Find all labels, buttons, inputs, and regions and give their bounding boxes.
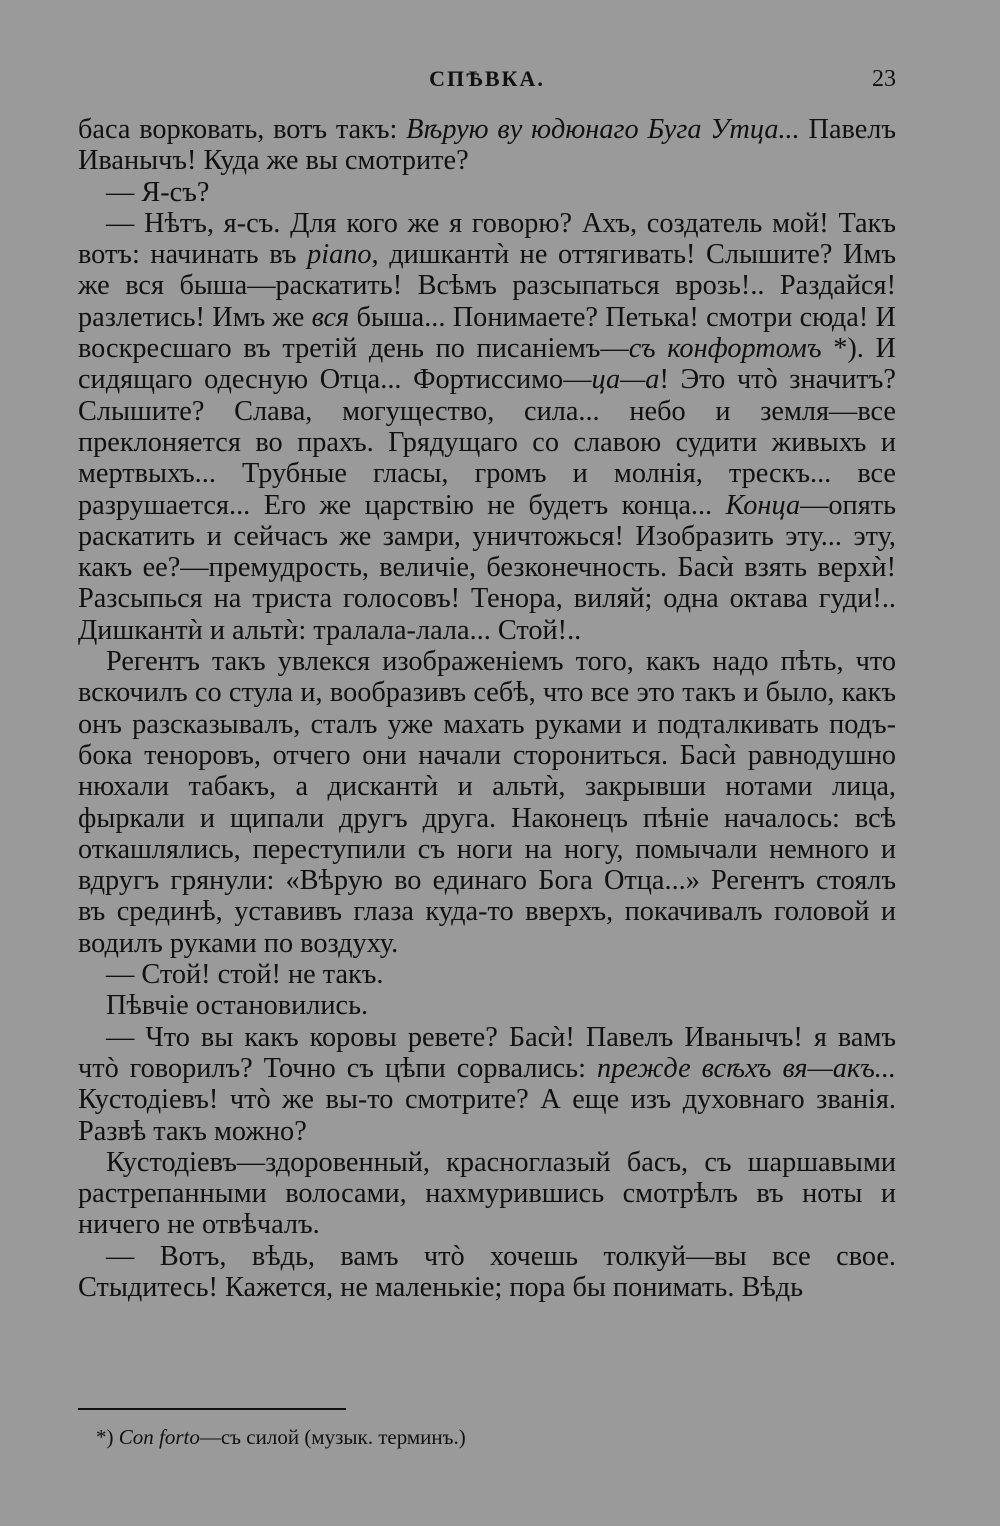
paragraph (78, 177, 896, 208)
running-title: СПѢВКА. (429, 66, 545, 91)
page-number: 23 (872, 66, 896, 92)
footnote-marker: *) (96, 1425, 114, 1449)
footnote-text: —съ силой (музык. терминъ.) (199, 1425, 466, 1449)
text-segment: , дишкантѝ не оттягивать! Слышите? Имъ же вся быша—раскатить! Всѣмъ разсыпаться врозь!.. Раздайся! разлетись! Имъ же (78, 239, 896, 333)
footnote-term: Con forto (118, 1425, 200, 1449)
text-segment: — Что вы какъ коровы ревете? Басѝ! Павелъ Иванычъ! я вамъ чтò говорилъ? Точно съ цѣпи сорвались: (78, 1021, 896, 1084)
paragraph (78, 1022, 896, 1147)
body-text (78, 114, 896, 1303)
text-segment: баса ворковать, вотъ такъ: (78, 114, 407, 145)
text-segment: Кустодіевъ! чтò же вы-то смотрите? А еще изъ духовнаго званія. Развѣ такъ можно? (78, 1084, 896, 1147)
paragraph (78, 208, 896, 646)
italic-text-segment: съ конфортомъ (628, 333, 822, 365)
text-segment: Регентъ такъ увлекся изображеніемъ того, какъ надо пѣть, что вскочилъ со стула и, вообразивъ себѣ, что все это такъ и было, какъ онъ разсказывалъ, сталъ уже махать руками и подталкивать подъ-бока теноровъ, отчего они начали сторониться. Басѝ равнодушно нюхали табакъ, а дискантѝ и альтѝ, закрывши нотами лица, фыркали и щипали другъ друга. Наконецъ пѣніе началось: всѣ откашлялись, переступили съ ноги на ногу, помычали немного и вдругъ грянули: «Вѣрую во единаго Бога Отца...» Регентъ стоялъ въ срединѣ, уставивъ глаза куда-то вверхъ, покачивалъ головой и водилъ руками по воздуху. (78, 646, 896, 959)
italic-text-segment: Конца (725, 489, 801, 521)
text-segment: Павелъ Иванычъ! Куда же вы смотрите? (78, 114, 897, 177)
italic-text-segment: вся (311, 301, 350, 333)
paragraph (78, 114, 896, 177)
italic-text-segment: ца—а (591, 364, 660, 396)
page-header (78, 66, 896, 106)
text-segment: *). И сидящаго одесную Отца... Фортиссимо— (78, 333, 896, 396)
text-segment: — Я-съ? (106, 176, 210, 208)
paragraph (78, 1241, 896, 1304)
italic-text-segment: прежде всѣхъ вя—акъ... (596, 1052, 896, 1084)
text-segment: — Вотъ, вѣдь, вамъ чтò хочешь толкуй—вы все свое. Стыдитесь! Кажется, не маленькіе; пора бы понимать. Вѣдь (78, 1240, 896, 1303)
text-segment: — Нѣтъ, я-съ. Для кого же я говорю? Ахъ, создатель мой! Такъ вотъ: начинать въ (78, 207, 896, 271)
text-segment: Кустодіевъ—здоровенный, красноглазый басъ, съ шаршавыми растрепанными волосами, нахмурившись смотрѣлъ въ ноты и ничего не отвѣчалъ. (78, 1146, 896, 1241)
footnote-divider (78, 1408, 346, 1410)
text-segment: Пѣвчіе остановились. (106, 990, 369, 1022)
italic-text-segment: piano (307, 239, 372, 271)
italic-text-segment: Вѣрую ву юдюнаго Буга Утца... (406, 114, 800, 145)
paragraph (78, 646, 896, 959)
paragraph (78, 959, 896, 990)
paragraph (78, 990, 896, 1021)
text-segment: —опять раскатить и сейчасъ же замри, уничтожься! Изобразить эту... эту, какъ ее?—премудрость, величіе, безконечность. Басѝ взять верхѝ! Разсыпься на триста голосовъ! Тенора, виляй; одна октава гуди!.. Дишкантѝ и альтѝ: тралала-лала... Стой!.. (78, 489, 896, 646)
text-segment: — Стой! стой! не такъ. (106, 959, 384, 991)
paragraph (78, 1147, 896, 1241)
text-segment: ! Это чтò значитъ? Слышите? Слава, могущество, сила... небо и земля—все преклоняется во прахъ. Грядущаго со славою судити живыхъ и мертвыхъ... Трубные гласы, громъ и молнія, трескъ... все разрушается... Его же царствію не будетъ конца... (78, 364, 896, 521)
footnote (96, 1424, 466, 1450)
text-segment: быша... Понимаете? Петька! смотри сюда! И воскресшаго въ третій день по писаніемъ— (78, 301, 896, 365)
